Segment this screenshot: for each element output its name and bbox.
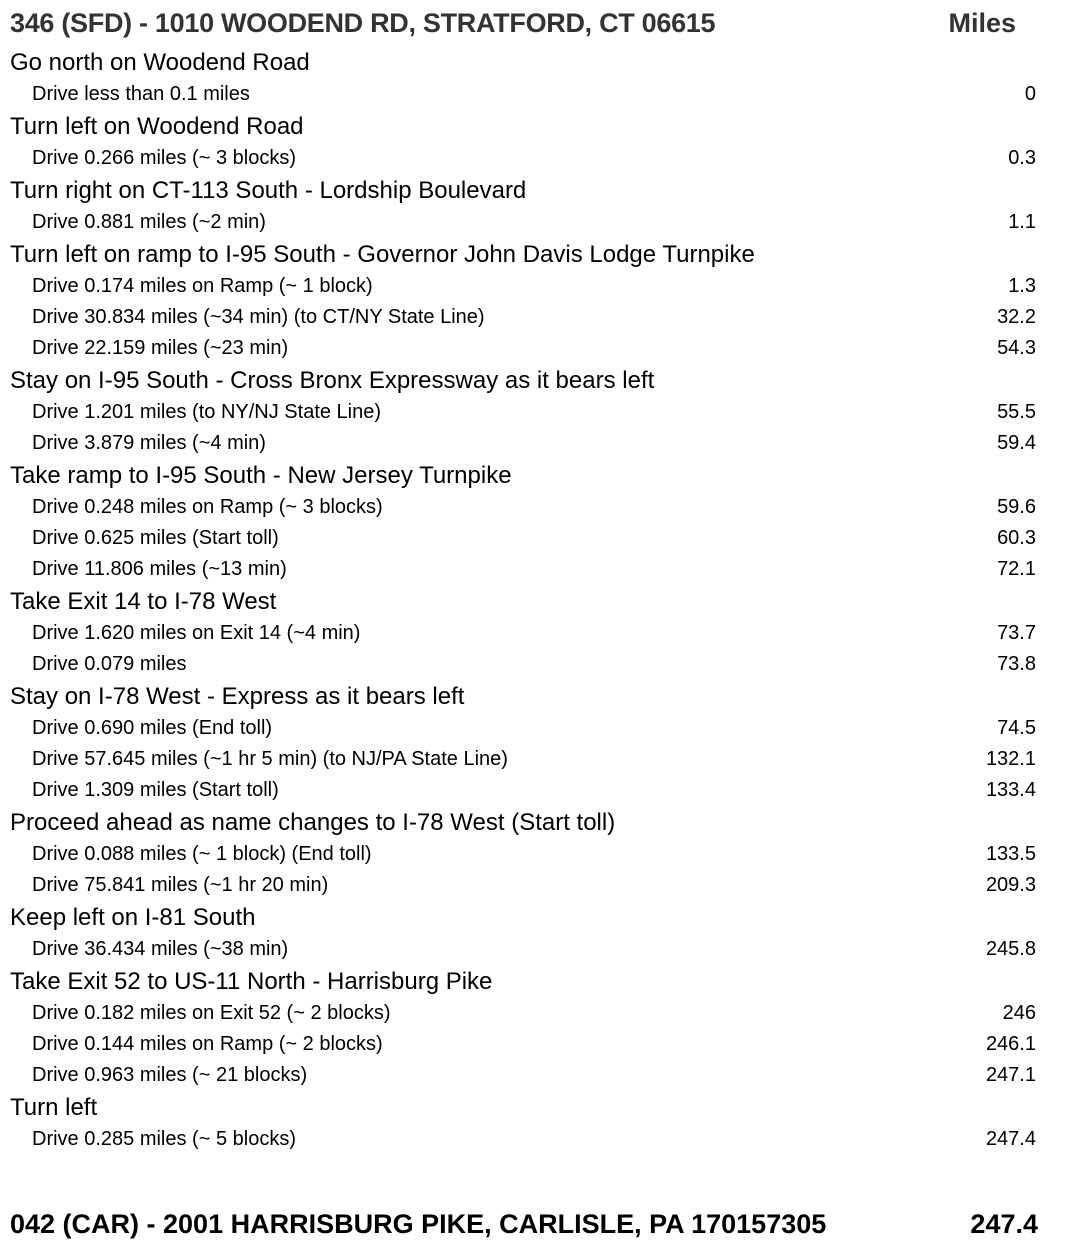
drive-row: [10, 998, 1040, 1029]
step-instruction: Take Exit 14 to I-78 West: [10, 588, 277, 615]
drive-text: Drive 57.645 miles (~1 hr 5 min) (to NJ/PA State Line): [32, 748, 508, 770]
drive-text: Drive 1.620 miles on Exit 14 (~4 min): [32, 622, 361, 644]
direction-step: [10, 459, 1040, 585]
cumulative-miles: 0: [1024, 83, 1036, 105]
drive-text: Drive 11.806 miles (~13 min): [32, 558, 287, 580]
drive-text: Drive 0.182 miles on Exit 52 (~ 2 blocks): [32, 1002, 391, 1024]
miles-column-label: Miles: [948, 7, 1016, 38]
step-instruction: Take ramp to I-95 South - New Jersey Turnpike: [10, 462, 512, 489]
cumulative-miles: 246.1: [985, 1033, 1036, 1055]
drive-row: [10, 143, 1040, 174]
drive-text: Drive 0.088 miles (~ 1 block) (End toll): [32, 843, 372, 865]
origin-address: 346 (SFD) - 1010 WOODEND RD, STRATFORD, CT 06615: [10, 7, 716, 38]
drive-text: Drive 0.690 miles (End toll): [32, 717, 273, 739]
cumulative-miles: 55.5: [997, 401, 1036, 423]
drive-row: [10, 618, 1040, 649]
step-instruction: Stay on I-95 South - Cross Bronx Expressway as it bears left: [10, 367, 655, 394]
drive-text: Drive 3.879 miles (~4 min): [32, 432, 266, 454]
destination-address: 042 (CAR) - 2001 HARRISBURG PIKE, CARLISLE, PA 170157305: [10, 1208, 827, 1239]
drive-row: [10, 79, 1040, 110]
drive-row: [10, 207, 1040, 238]
drive-row: [10, 870, 1040, 901]
step-instruction: Take Exit 52 to US-11 North - Harrisburg Pike: [10, 968, 493, 995]
drive-text: Drive 0.963 miles (~ 21 blocks): [32, 1064, 308, 1086]
direction-step: [10, 901, 1040, 965]
step-instruction: Turn left on Woodend Road: [10, 113, 304, 140]
drive-row: [10, 397, 1040, 428]
drive-row: [10, 1029, 1040, 1060]
drive-row: [10, 1060, 1040, 1091]
route-footer: [10, 1204, 1040, 1244]
direction-step: [10, 585, 1040, 680]
drive-text: Drive 1.201 miles (to NY/NJ State Line): [32, 401, 382, 423]
drive-row: [10, 839, 1040, 870]
drive-text: Drive 0.266 miles (~ 3 blocks): [32, 147, 296, 169]
direction-step: [10, 174, 1040, 238]
cumulative-miles: 59.4: [997, 432, 1036, 454]
cumulative-miles: 1.3: [1008, 275, 1036, 297]
drive-text: Drive 0.285 miles (~ 5 blocks): [32, 1128, 296, 1150]
drive-text: Drive 1.309 miles (Start toll): [32, 779, 279, 801]
drive-row: [10, 713, 1040, 744]
drive-row: [10, 523, 1040, 554]
drive-row: [10, 428, 1040, 459]
step-instruction: Turn right on CT-113 South - Lordship Boulevard: [10, 177, 527, 204]
cumulative-miles: 54.3: [997, 337, 1036, 359]
cumulative-miles: 74.5: [997, 717, 1036, 739]
drive-row: [10, 271, 1040, 302]
direction-step: [10, 110, 1040, 174]
drive-text: Drive 30.834 miles (~34 min) (to CT/NY State Line): [32, 306, 485, 328]
cumulative-miles: 0.3: [1008, 147, 1036, 169]
drive-row: [10, 492, 1040, 523]
drive-text: Drive 22.159 miles (~23 min): [32, 337, 289, 359]
step-instruction: Turn left: [10, 1094, 98, 1121]
drive-text: Drive 0.881 miles (~2 min): [32, 211, 266, 233]
step-instruction: Proceed ahead as name changes to I-78 West (Start toll): [10, 809, 616, 836]
drive-row: [10, 934, 1040, 965]
cumulative-miles: 72.1: [997, 558, 1036, 580]
drive-text: Drive 36.434 miles (~38 min): [32, 938, 289, 960]
step-instruction: Go north on Woodend Road: [10, 49, 310, 76]
step-instruction: Keep left on I-81 South: [10, 904, 256, 931]
cumulative-miles: 209.3: [985, 874, 1036, 896]
drive-row: [10, 744, 1040, 775]
direction-step: [10, 364, 1040, 459]
cumulative-miles: 32.2: [997, 306, 1036, 328]
cumulative-miles: 1.1: [1008, 211, 1036, 233]
step-instruction: Turn left on ramp to I-95 South - Governor John Davis Lodge Turnpike: [10, 241, 755, 268]
cumulative-miles: 247.1: [985, 1064, 1036, 1086]
cumulative-miles: 132.1: [985, 748, 1036, 770]
drive-row: [10, 1124, 1040, 1155]
cumulative-miles: 73.7: [997, 622, 1036, 644]
step-instruction: Stay on I-78 West - Express as it bears left: [10, 683, 465, 710]
direction-step: [10, 806, 1040, 901]
total-miles: 247.4: [970, 1208, 1038, 1239]
direction-step: [10, 1091, 1040, 1155]
drive-text: Drive 0.625 miles (Start toll): [32, 527, 279, 549]
drive-row: [10, 775, 1040, 806]
cumulative-miles: 60.3: [997, 527, 1036, 549]
drive-text: Drive 0.174 miles on Ramp (~ 1 block): [32, 275, 373, 297]
drive-text: Drive 75.841 miles (~1 hr 20 min): [32, 874, 329, 896]
drive-row: [10, 554, 1040, 585]
drive-text: Drive 0.248 miles on Ramp (~ 3 blocks): [32, 496, 383, 518]
cumulative-miles: 133.5: [985, 843, 1036, 865]
drive-row: [10, 649, 1040, 680]
cumulative-miles: 245.8: [985, 938, 1036, 960]
cumulative-miles: 133.4: [985, 779, 1036, 801]
drive-text: Drive 0.144 miles on Ramp (~ 2 blocks): [32, 1033, 383, 1055]
direction-step: [10, 965, 1040, 1091]
cumulative-miles: 59.6: [997, 496, 1036, 518]
cumulative-miles: 247.4: [985, 1128, 1036, 1150]
direction-step: [10, 46, 1040, 110]
drive-text: Drive less than 0.1 miles: [32, 83, 250, 105]
direction-step: [10, 238, 1040, 364]
drive-row: [10, 302, 1040, 333]
route-header: [10, 0, 1040, 46]
direction-step: [10, 680, 1040, 806]
directions-list: [10, 46, 1040, 1155]
cumulative-miles: 246: [1002, 1002, 1036, 1024]
drive-text: Drive 0.079 miles: [32, 653, 187, 675]
drive-row: [10, 333, 1040, 364]
cumulative-miles: 73.8: [997, 653, 1036, 675]
